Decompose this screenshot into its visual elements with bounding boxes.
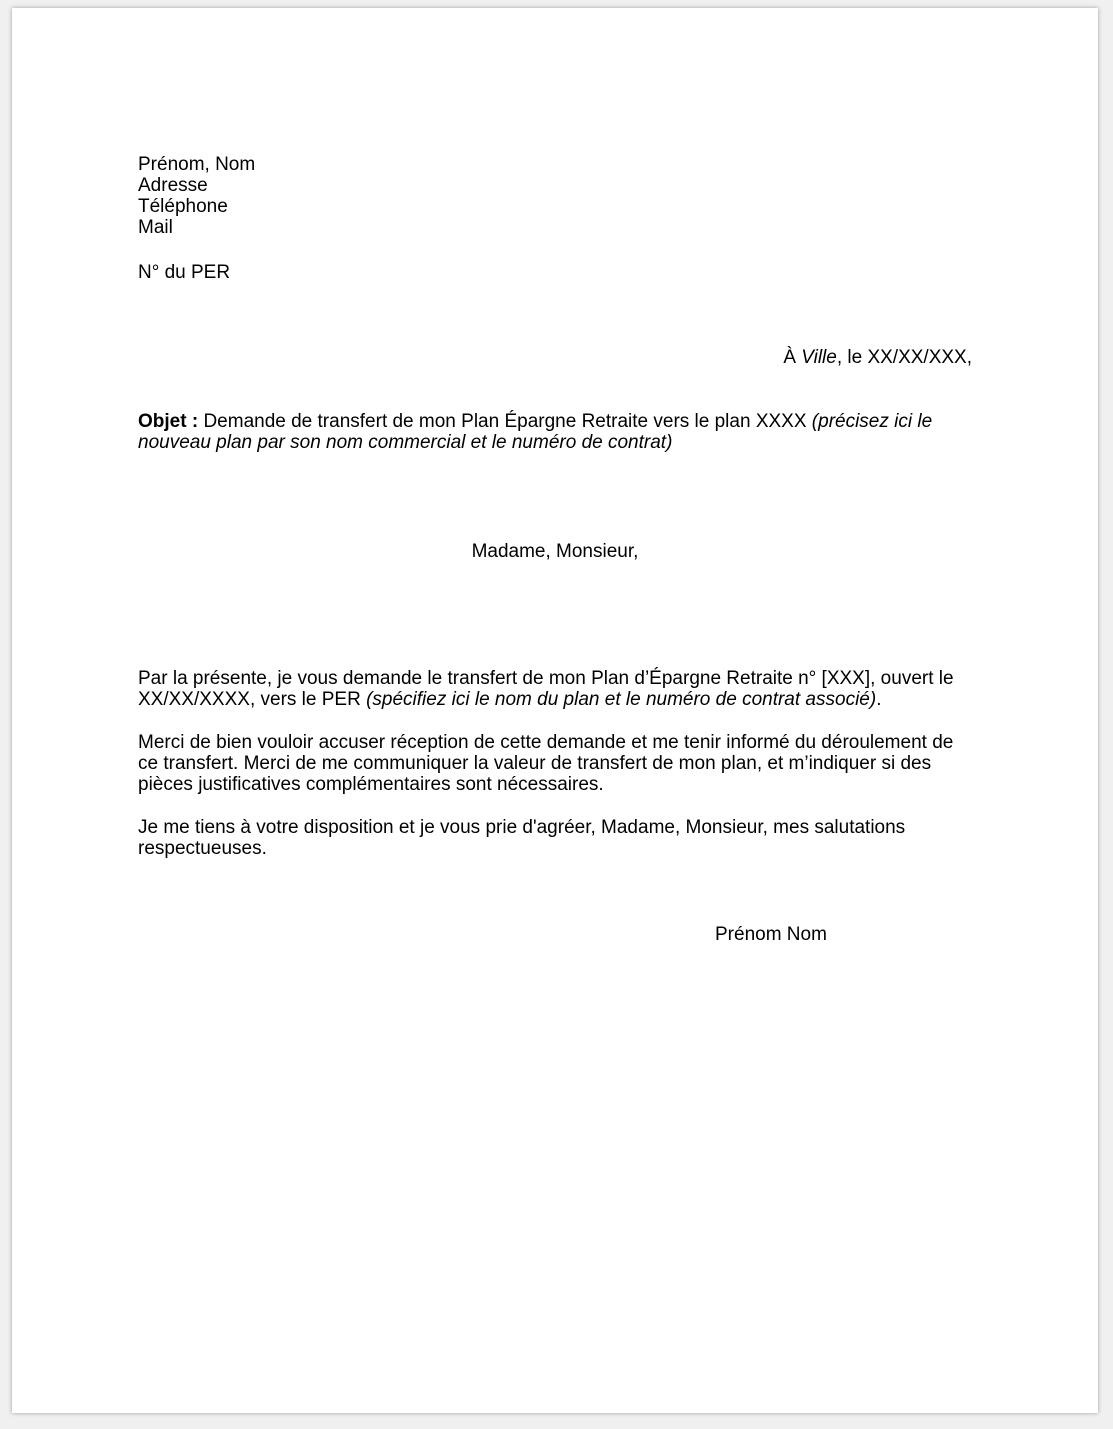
letter-page — [12, 8, 1098, 1413]
paragraph-transfer-request — [138, 668, 972, 710]
salutation: Madame, Monsieur, — [471, 541, 639, 562]
sender-address: Adresse — [138, 175, 208, 196]
date-suffix: , le XX/XX/XXX, — [836, 347, 972, 368]
subject-note: (précisez ici le nouveau plan par son nom commercial et le numéro de contrat) — [138, 411, 933, 453]
paragraph1-note: (spécifiez ici le nom du plan et le numéro de contrat associé) — [366, 689, 877, 710]
date-line — [138, 347, 972, 368]
paragraph-closing: Je me tiens à votre disposition et je vous prie d'agréer, Madame, Monsieur, mes salutations respectueuses. — [138, 817, 906, 859]
per-number-block — [138, 262, 972, 283]
subject-text: Demande de transfert de mon Plan Épargne Retraite vers le plan XXXX — [198, 411, 812, 432]
sender-mail: Mail — [138, 217, 173, 238]
paragraph-acknowledgement: Merci de bien vouloir accuser réception de cette demande et me tenir informé du déroulement de ce transfert. Merci de me communiquer la valeur de transfert de mon plan, et m’indiquer si des pièces justificatives complémentaires sont nécessaires. — [138, 732, 954, 795]
paragraph1-end: . — [876, 689, 882, 710]
sender-phone: Téléphone — [138, 196, 228, 217]
paragraph1-text: Par la présente, je vous demande le transfert de mon Plan d’Épargne Retraite n° [XXX], ouvert le XX/XX/XXXX, vers le PER — [138, 668, 954, 710]
per-number: N° du PER — [138, 262, 231, 283]
signature: Prénom Nom — [715, 924, 827, 945]
date-prefix: À — [783, 347, 802, 368]
subject-block — [138, 411, 972, 453]
sender-block — [138, 154, 972, 238]
date-city: Ville — [801, 347, 837, 368]
subject-label: Objet : — [138, 411, 199, 432]
sender-name: Prénom, Nom — [138, 154, 256, 175]
